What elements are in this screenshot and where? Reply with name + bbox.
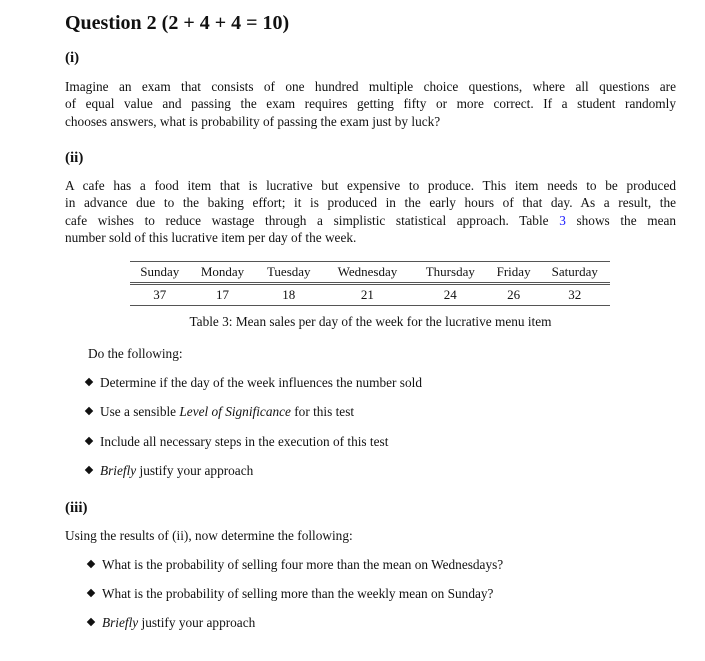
bullet-text: Include all necessary steps in the execution of this test (100, 434, 389, 449)
table-cell: 32 (568, 287, 582, 302)
text-line: of equal value and passing the exam requires getting fifty or more correct. If a student randomly (65, 96, 676, 112)
table-cell: 24 (443, 287, 457, 302)
bullet-text: justify your approach (136, 463, 254, 478)
bullet-text: What is the probability of selling more than the weekly mean on Sunday? (102, 586, 494, 601)
text-line: in advance due to the baking effort; it is produced in the early hours of that day. As a result, the (65, 195, 676, 211)
text-segment: shows the mean (576, 212, 677, 228)
table-cell: 21 (360, 287, 374, 302)
bullet-icon (85, 437, 93, 445)
instructions-intro: Do the following: (88, 346, 183, 361)
bullet-emphasis: Briefly (102, 615, 139, 630)
bullet-item (86, 375, 422, 391)
text-segment: cafe wishes to reduce wastage through a simplistic statistical approach. Table (65, 212, 549, 228)
bullet-item (86, 463, 253, 479)
text-line: Imagine an exam that consists of one hundred multiple choice questions, where all questions are (65, 79, 676, 94)
table-cell: 37 (153, 287, 167, 302)
question-title: Question 2 (2 + 4 + 4 = 10) (65, 12, 290, 34)
bullet-icon (87, 589, 95, 597)
table-cell: 26 (507, 287, 521, 302)
bullet-text: justify your approach (138, 615, 256, 630)
bullet-icon (87, 560, 95, 568)
table-reference-link[interactable]: 3 (559, 212, 566, 228)
part-ii-paragraph (65, 177, 676, 246)
table-header: Friday (496, 264, 531, 279)
table-header: Monday (200, 264, 245, 279)
table-cell: 17 (215, 287, 229, 302)
bullet-icon (85, 378, 93, 386)
table-header: Tuesday (266, 264, 311, 279)
bullet-emphasis: Briefly (100, 463, 137, 478)
table-header: Wednesday (337, 264, 398, 279)
bullet-icon (87, 618, 95, 626)
table-cell: 18 (282, 287, 296, 302)
bullet-icon (85, 466, 93, 474)
bullet-text: What is the probability of selling four more than the mean on Wednesdays? (102, 557, 504, 572)
bullet-item (86, 404, 354, 420)
text-line: number sold of this lucrative item per day of the week. (65, 229, 357, 245)
bullet-item (88, 586, 493, 602)
mean-sales-table (130, 261, 610, 306)
table-header: Thursday (425, 264, 475, 279)
bullet-text: for this test (290, 404, 355, 419)
part-i-label: (i) (65, 50, 80, 66)
part-iii-label: (iii) (65, 500, 88, 516)
text-line: chooses answers, what is probability of passing the exam just by luck? (65, 113, 441, 129)
part-i-paragraph (65, 78, 676, 130)
part-iii-intro: Using the results of (ii), now determine the following: (65, 528, 353, 543)
table-caption: Table 3: Mean sales per day of the week for the lucrative menu item (189, 314, 552, 329)
table-header: Saturday (551, 264, 598, 279)
bullet-icon (85, 407, 93, 415)
bullet-emphasis: Level of Significance (179, 404, 291, 419)
part-ii-label: (ii) (65, 150, 84, 166)
bullet-item (88, 615, 255, 631)
table-row (130, 284, 610, 306)
text-line: A cafe has a food item that is lucrative but expensive to produce. This item needs to be produced (65, 178, 676, 193)
bullet-item (88, 557, 503, 573)
bullet-text: Determine if the day of the week influences the number sold (100, 375, 422, 390)
table-header: Sunday (140, 264, 180, 279)
bullet-text: Use a sensible (100, 404, 180, 419)
text-line (65, 212, 676, 229)
bullet-item (86, 434, 388, 450)
